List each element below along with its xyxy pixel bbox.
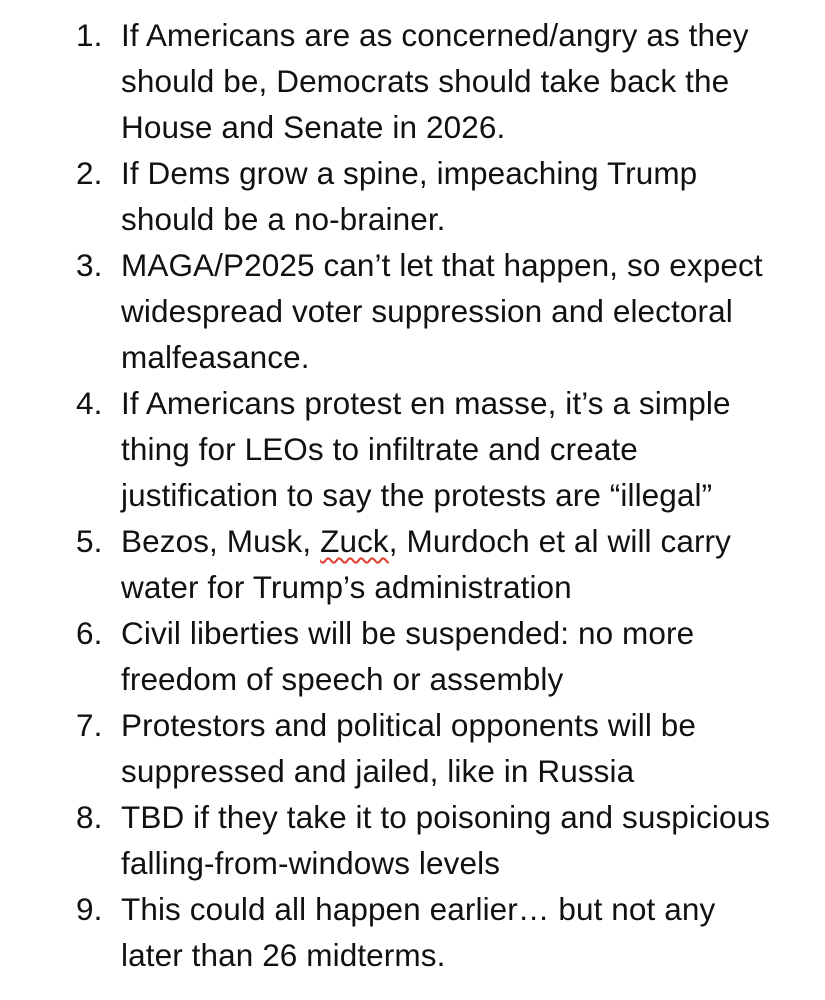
- list-item-text: Civil liberties will be suspended: no more freedom of speech or assembly: [121, 615, 695, 697]
- list-item-text: This could all happen earlier… but not any later than 26 midterms.: [121, 891, 716, 973]
- list-item: [0, 380, 825, 518]
- list-number: 1.: [76, 17, 103, 53]
- list-item: [0, 886, 825, 978]
- list-item-text: MAGA/P2025 can’t let that happen, so expect widespread voter suppression and electoral malfeasance.: [121, 247, 763, 375]
- spellcheck-error-word[interactable]: Zuck: [320, 523, 389, 559]
- list-number: 9.: [76, 891, 103, 927]
- list-item-text: If Americans are as concerned/angry as they should be, Democrats should take back the House and Senate in 2026.: [121, 17, 749, 145]
- list-item: [0, 610, 825, 702]
- list-number: 5.: [76, 523, 103, 559]
- list-item-text-after: , Murdoch et al will carry water for Trump’s administration: [121, 523, 731, 605]
- list-number: 2.: [76, 155, 103, 191]
- list-item-text: If Americans protest en masse, it’s a simple thing for LEOs to infiltrate and create justification to say the protests are “illegal”: [121, 385, 731, 513]
- list-number: 4.: [76, 385, 103, 421]
- list-item-text: [121, 518, 785, 610]
- list-item-text: If Dems grow a spine, impeaching Trump should be a no-brainer.: [121, 155, 698, 237]
- list-number: 3.: [76, 247, 103, 283]
- list-item: [0, 150, 825, 242]
- list-item-text: TBD if they take it to poisoning and suspicious falling-from-windows levels: [121, 799, 771, 881]
- list-item-text-before: Bezos, Musk,: [121, 523, 321, 559]
- list-number: 6.: [76, 615, 103, 651]
- list-item: [0, 242, 825, 380]
- list-item: [0, 12, 825, 150]
- list-number: 7.: [76, 707, 103, 743]
- list-item: [0, 702, 825, 794]
- list-item-text: Protestors and political opponents will be suppressed and jailed, like in Russia: [121, 707, 697, 789]
- note-body[interactable]: [0, 12, 825, 978]
- list-item: [0, 794, 825, 886]
- list-item: [0, 518, 825, 610]
- numbered-list: [0, 12, 825, 978]
- list-number: 8.: [76, 799, 103, 835]
